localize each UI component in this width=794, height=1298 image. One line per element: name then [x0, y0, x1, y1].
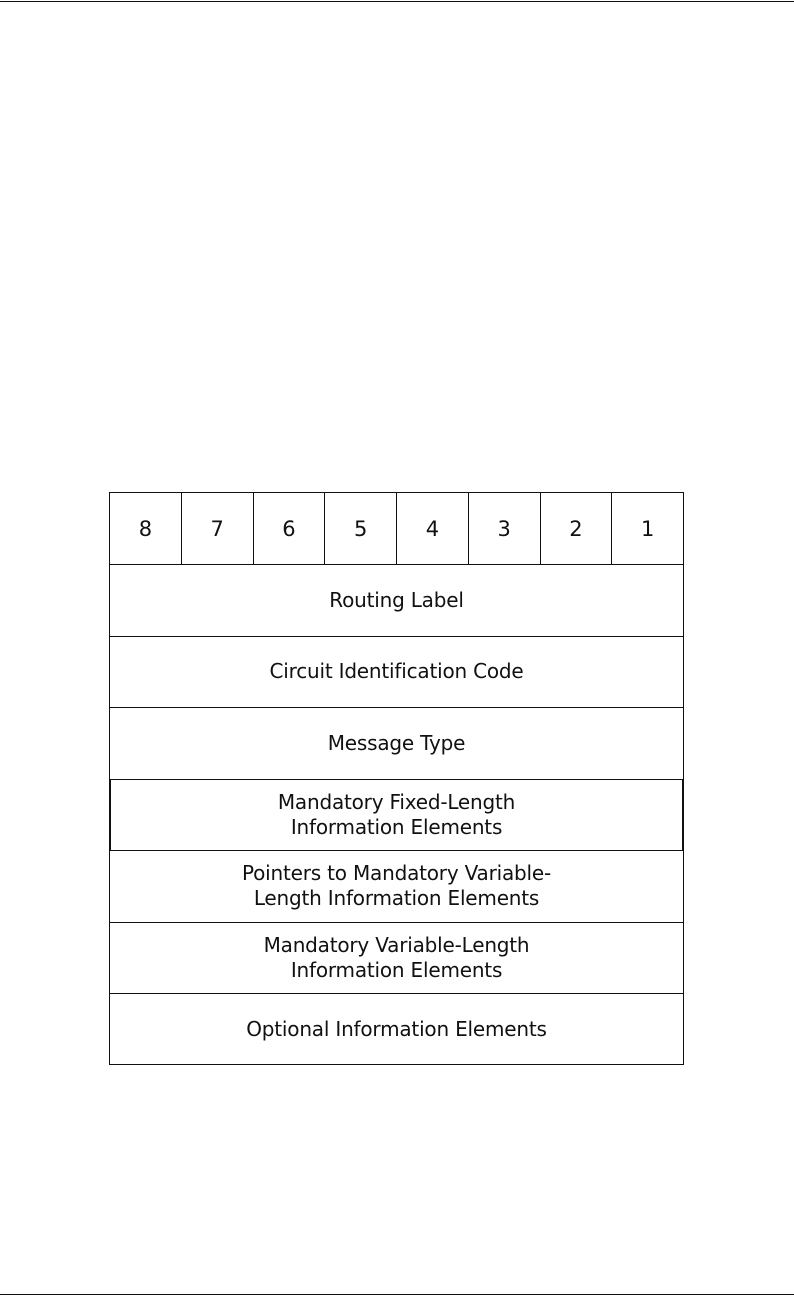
- top-rule: [0, 1, 794, 2]
- bit-number-cell: 7: [182, 493, 254, 564]
- bit-number-cell: 5: [325, 493, 397, 564]
- field-label: Optional Information Elements: [246, 1017, 547, 1042]
- message-format-diagram: [109, 492, 684, 1065]
- optional-information-elements-field: [110, 994, 683, 1066]
- field-label: Message Type: [327, 730, 466, 755]
- bit-number-row: [110, 493, 683, 565]
- bottom-rule: [0, 1294, 794, 1295]
- bit-number-cell: 4: [397, 493, 469, 564]
- pointers-field: [110, 851, 683, 923]
- field-label: Circuit Identification Code: [269, 659, 524, 684]
- field-label-line-2: Length Information Elements: [253, 886, 540, 911]
- bit-number-cell: 2: [541, 493, 613, 564]
- field-label-line-1: Pointers to Mandatory Variable-: [241, 861, 552, 886]
- bit-number-cell: 8: [110, 493, 182, 564]
- field-label: Routing Label: [329, 587, 464, 612]
- field-label-line-2: Information Elements: [290, 957, 503, 982]
- field-label-line-1: Mandatory Fixed-Length: [277, 789, 516, 814]
- routing-label-field: [110, 565, 683, 637]
- message-type-field: [110, 708, 683, 780]
- mandatory-fixed-length-field: [110, 780, 683, 852]
- bit-number-cell: 1: [640, 516, 655, 541]
- bit-number-cell: 6: [254, 493, 326, 564]
- circuit-identification-code-field: [110, 637, 683, 709]
- field-label-line-1: Mandatory Variable-Length: [263, 932, 530, 957]
- mandatory-variable-length-field: [110, 923, 683, 995]
- bit-number-cell: 3: [469, 493, 541, 564]
- field-label-line-2: Information Elements: [290, 814, 503, 839]
